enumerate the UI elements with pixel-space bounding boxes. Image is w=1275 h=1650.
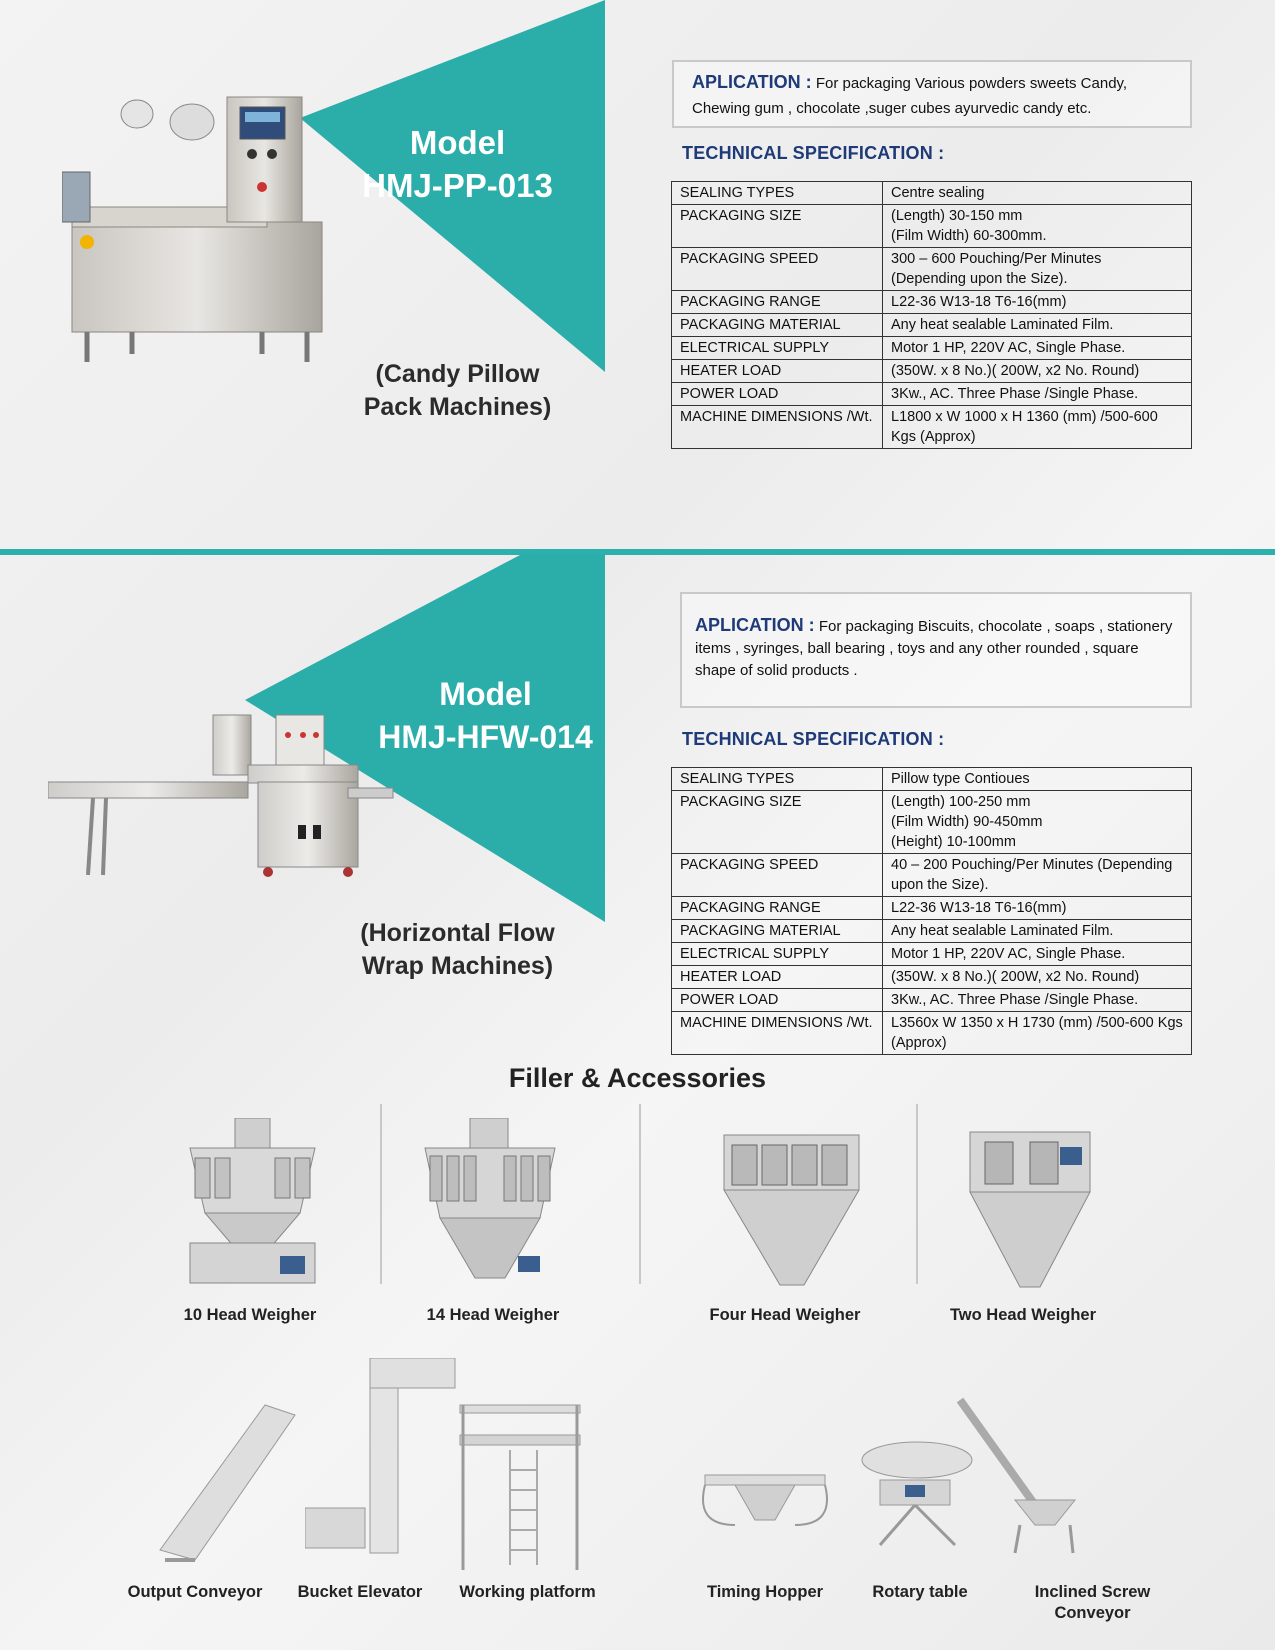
spec-value: Centre sealing [883,182,1192,205]
model-label-1: Model [409,124,506,161]
spec-row [672,966,1192,989]
output-conveyor-image [155,1400,305,1565]
spec-row [672,897,1192,920]
spec-key: PACKAGING MATERIAL [672,314,883,337]
working-platform-image [455,1400,585,1575]
model-subtitle-2 [330,917,585,982]
caption-bucket-elevator: Bucket Elevator [297,1583,423,1601]
timing-hopper-image [695,1465,835,1550]
two-head-weigher-image [960,1122,1100,1290]
application-label-2: APLICATION : [695,615,815,635]
spec-value: Pillow type Contioues [883,768,1192,791]
spec-value: Any heat sealable Laminated Film. [883,920,1192,943]
spec-key: POWER LOAD [672,989,883,1012]
spec-key: ELECTRICAL SUPPLY [672,943,883,966]
spec-row [672,768,1192,791]
spec-row [672,791,1192,854]
spec-key: SEALING TYPES [672,182,883,205]
spec-key: PACKAGING SPEED [672,248,883,291]
spec-table-1 [671,181,1192,449]
application-text-2: For packaging Biscuits, chocolate , soaps , stationery items , syringes, ball bearing , toys and any other rounded , square shape of solid products . [695,618,1173,679]
spec-key: POWER LOAD [672,383,883,406]
application-label-1: APLICATION : [692,72,812,92]
horizontal-flow-wrap-machine-image [48,710,398,885]
subtitle-line-2a: (Horizontal Flow [360,919,555,947]
spec-key: SEALING TYPES [672,768,883,791]
spec-value: (Length) 30-150 mm (Film Width) 60-300mm. [883,205,1192,248]
caption-14-head-weigher: 14 Head Weigher [426,1306,560,1324]
caption-10-head-weigher: 10 Head Weigher [183,1306,317,1324]
spec-key: PACKAGING MATERIAL [672,920,883,943]
fourteen-head-weigher-image [420,1118,560,1286]
spec-row [672,337,1192,360]
inclined-screw-conveyor-image [955,1395,1080,1555]
spec-value: Any heat sealable Laminated Film. [883,314,1192,337]
spec-key: PACKAGING RANGE [672,897,883,920]
spec-row [672,406,1192,449]
spec-value: Motor 1 HP, 220V AC, Single Phase. [883,337,1192,360]
spec-row [672,943,1192,966]
spec-key: ELECTRICAL SUPPLY [672,337,883,360]
spec-key: PACKAGING SIZE [672,205,883,248]
model-title-2 [368,673,603,759]
caption-output-conveyor: Output Conveyor [127,1583,263,1601]
model-title-1 [350,122,565,208]
spec-value: L22-36 W13-18 T6-16(mm) [883,291,1192,314]
subtitle-line-1b: Pack Machines) [363,392,552,421]
section-divider [0,549,1275,555]
spec-value: 40 – 200 Pouching/Per Minutes (Depending upon the Size). [883,854,1192,897]
spec-value: Motor 1 HP, 220V AC, Single Phase. [883,943,1192,966]
application-box-2 [680,592,1192,708]
spec-value: (350W. x 8 No.)( 200W, x2 No. Round) [883,966,1192,989]
spec-key: MACHINE DIMENSIONS /Wt. [672,1012,883,1055]
caption-two-head-weigher: Two Head Weigher [949,1306,1097,1324]
model-code-1: HMJ-PP-013 [362,166,553,204]
spec-row [672,989,1192,1012]
caption-four-head-weigher: Four Head Weigher [709,1306,861,1324]
divider-2 [639,1104,641,1284]
spec-row [672,291,1192,314]
caption-timing-hopper: Timing Hopper [706,1583,824,1601]
spec-value: L1800 x W 1000 x H 1360 (mm) /500-600 Kgs (Approx) [883,406,1192,449]
spec-row [672,383,1192,406]
spec-row [672,854,1192,897]
divider-1 [380,1104,382,1284]
spec-row [672,360,1192,383]
spec-key: MACHINE DIMENSIONS /Wt. [672,406,883,449]
spec-table-2 [671,767,1192,1055]
candy-pillow-pack-machine-image [62,92,337,374]
spec-title-1: TECHNICAL SPECIFICATION : [682,143,945,163]
application-box-1 [672,60,1192,128]
spec-value: 3Kw., AC. Three Phase /Single Phase. [883,989,1192,1012]
spec-key: PACKAGING RANGE [672,291,883,314]
spec-key: HEATER LOAD [672,966,883,989]
spec-value: 3Kw., AC. Three Phase /Single Phase. [883,383,1192,406]
spec-value: (350W. x 8 No.)( 200W, x2 No. Round) [883,360,1192,383]
spec-value: L3560x W 1350 x H 1730 (mm) /500-600 Kgs (Approx) [883,1012,1192,1055]
caption-inclined-screw-conveyor: Inclined Screw Conveyor [1034,1583,1151,1623]
divider-3 [916,1104,918,1284]
spec-value: (Length) 100-250 mm (Film Width) 90-450mm (Height) 10-100mm [883,791,1192,854]
accessories-title: Filler & Accessories [508,1063,767,1093]
spec-row [672,182,1192,205]
spec-key: PACKAGING SIZE [672,791,883,854]
spec-key: PACKAGING SPEED [672,854,883,897]
ten-head-weigher-image [180,1118,325,1286]
spec-key: HEATER LOAD [672,360,883,383]
subtitle-line-1a: (Candy Pillow [375,360,540,388]
model-subtitle-1 [330,358,585,423]
spec-row [672,1012,1192,1055]
bucket-elevator-image [305,1358,465,1573]
spec-row [672,248,1192,291]
spec-row [672,920,1192,943]
four-head-weigher-image [712,1130,872,1290]
spec-row [672,205,1192,248]
spec-value: L22-36 W13-18 T6-16(mm) [883,897,1192,920]
model-label-2: Model [439,676,532,712]
spec-title-2: TECHNICAL SPECIFICATION : [682,729,945,749]
model-code-2: HMJ-HFW-014 [378,719,593,756]
subtitle-line-2b: Wrap Machines) [361,951,554,980]
spec-value: 300 – 600 Pouching/Per Minutes (Depending upon the Size). [883,248,1192,291]
application-text-1: For packaging Various powders sweets Candy, Chewing gum , chocolate ,suger cubes ayurvedic candy etc. [692,75,1128,117]
spec-row [672,314,1192,337]
caption-rotary-table: Rotary table [872,1583,968,1601]
caption-working-platform: Working platform [459,1583,596,1601]
